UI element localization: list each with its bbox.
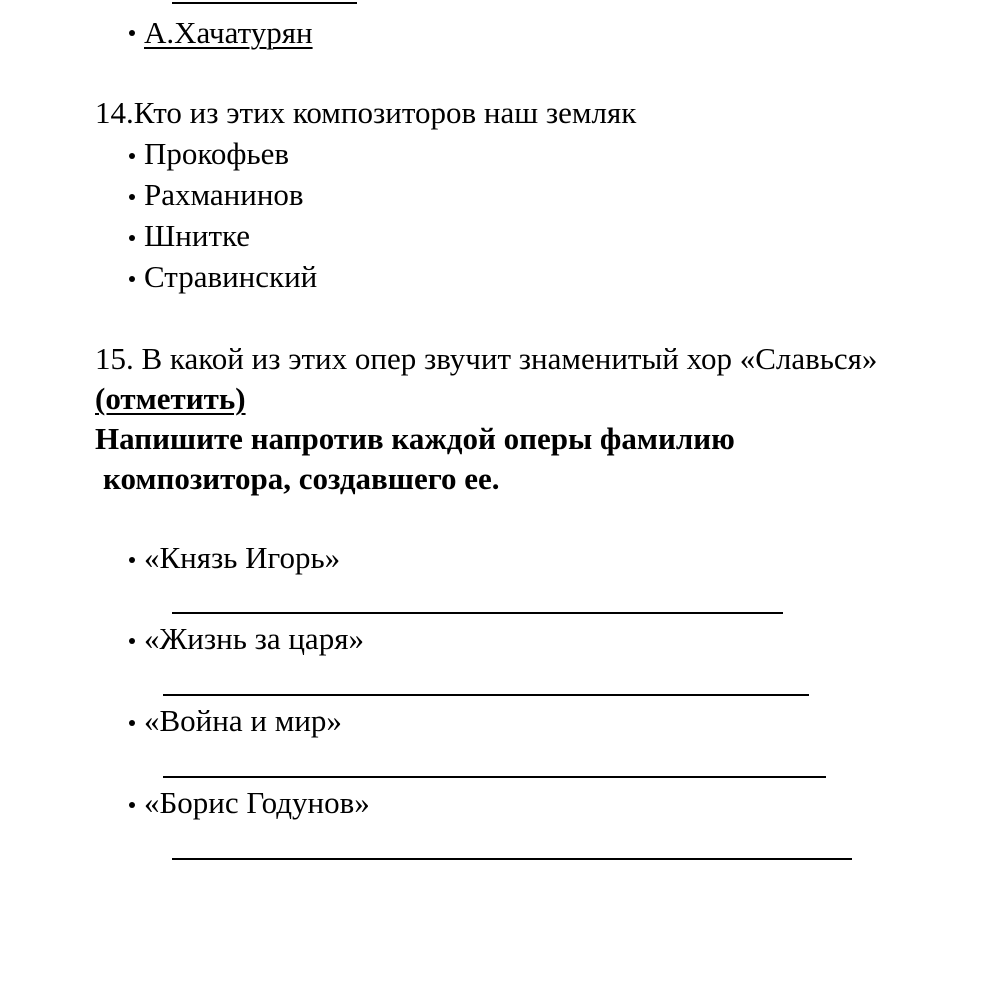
opera-2: «Жизнь за царя» <box>144 621 364 656</box>
bullet <box>129 276 135 282</box>
answer-blank-2[interactable] <box>163 694 809 696</box>
bullet <box>129 638 135 644</box>
answer-blank-3[interactable] <box>163 776 826 778</box>
bullet <box>129 30 135 36</box>
bullet <box>129 235 135 241</box>
answer-khachaturian: А.Хачатурян <box>144 15 313 50</box>
q14-option-3: Шнитке <box>144 218 251 253</box>
mark-hint: (отметить) <box>95 381 246 416</box>
question-15: 15. В какой из этих опер звучит знаменитый хор «Славься» <box>95 341 878 376</box>
opera-3: «Война и мир» <box>144 703 342 738</box>
bullet <box>129 720 135 726</box>
q14-option-4: Стравинский <box>144 259 318 294</box>
q14-option-2: Рахманинов <box>144 177 304 212</box>
instruction-line-1: Напишите напротив каждой оперы фамилию <box>95 421 735 456</box>
answer-blank-1[interactable] <box>172 612 783 614</box>
previous-answer-clipped <box>172 0 357 5</box>
bullet <box>129 802 135 808</box>
question-14: 14.Кто из этих композиторов наш земляк <box>95 95 637 130</box>
bullet <box>129 153 135 159</box>
opera-4: «Борис Годунов» <box>144 785 370 820</box>
instruction-line-2: композитора, создавшего ее. <box>103 461 500 496</box>
opera-1: «Князь Игорь» <box>144 540 341 575</box>
q14-option-1: Прокофьев <box>144 136 289 171</box>
bullet <box>129 194 135 200</box>
answer-blank-4[interactable] <box>172 858 852 860</box>
bullet <box>129 557 135 563</box>
